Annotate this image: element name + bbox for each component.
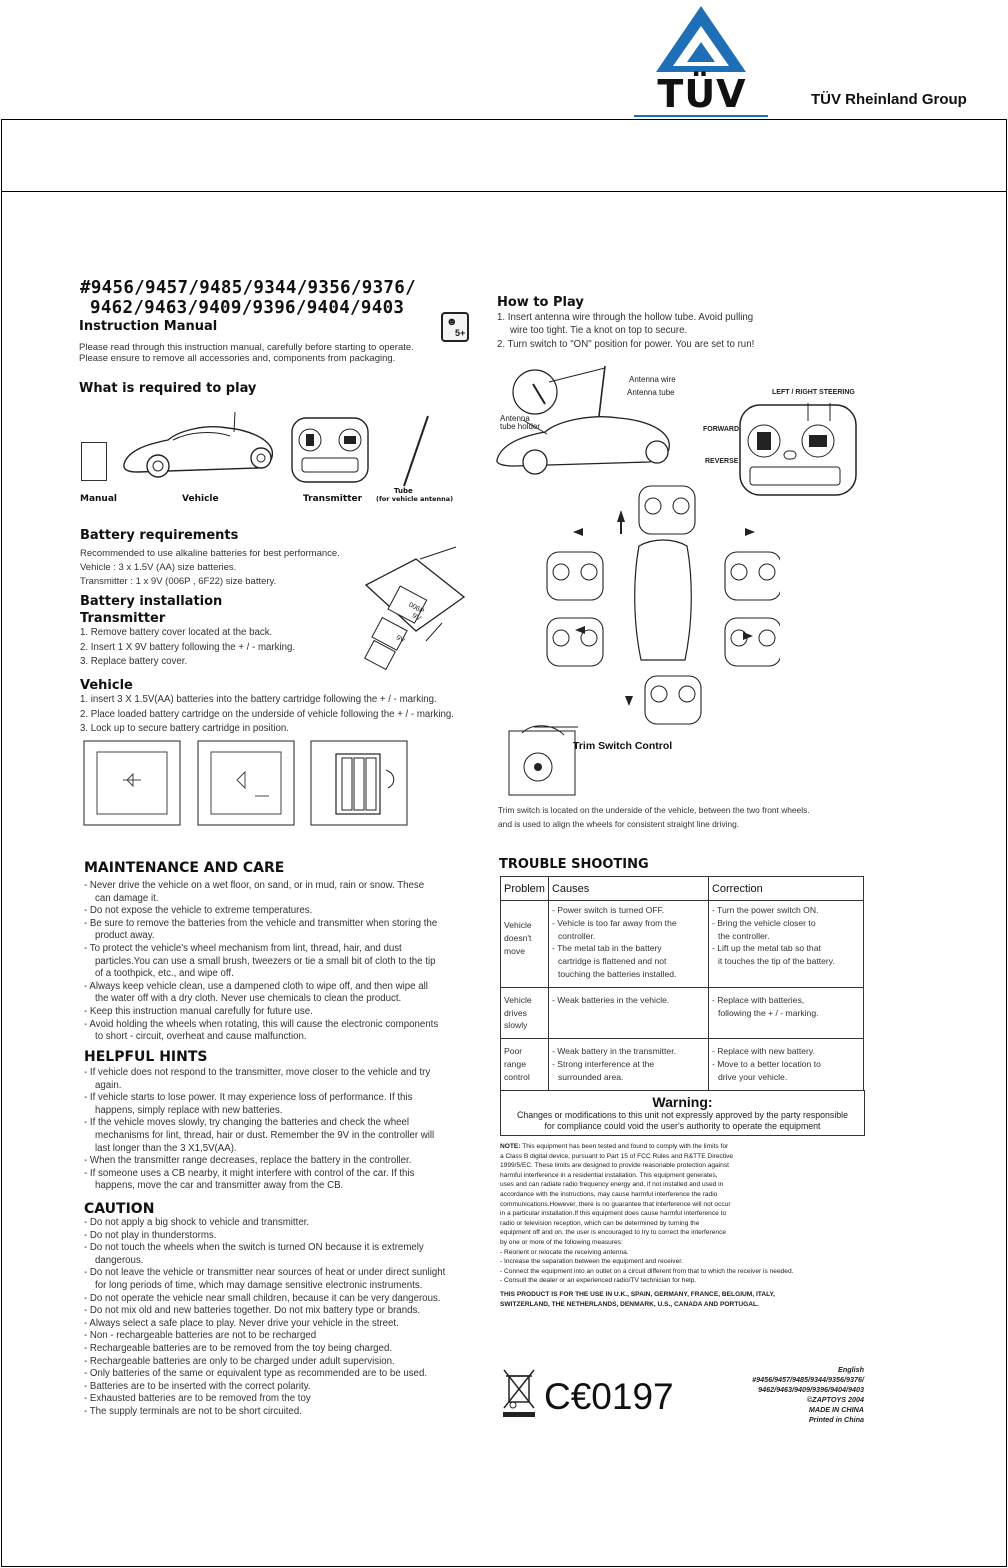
battery-diagram-label-9v-1: 9V <box>410 612 422 623</box>
reverse-label: REVERSE <box>705 458 739 465</box>
causes-cell <box>548 1039 708 1090</box>
tuv-logo-text: TÜV <box>657 72 747 116</box>
cell-line: doesn't <box>504 932 532 943</box>
vehicle-step: 3. Lock up to secure battery cartridge in position. <box>80 723 289 734</box>
note-line: accordance with the instructions, may cause harmful interference the radio <box>500 1190 718 1198</box>
list-item: - Do not play in thunderstorms. <box>84 1230 459 1243</box>
note-line: - Connect the equipment into an outlet on a circuit different from that to which the receiver is needed. <box>500 1267 794 1275</box>
note-line: in a particular installation.If this equipment does cause harmful interference to <box>500 1210 727 1218</box>
intro-line-2: Please ensure to remove all accessories and, components from packaging. <box>79 353 396 364</box>
note-line: - Consult the dealer or an experienced radio/TV technician for help. <box>500 1277 697 1285</box>
cartridge-step-3-illustration <box>310 740 408 826</box>
trouble-title: TROUBLE SHOOTING <box>499 857 649 872</box>
cell-line: - Replace with new battery. <box>711 1046 815 1057</box>
correction-cell <box>708 987 863 1038</box>
causes-cell <box>548 901 708 988</box>
cell-line: - Vehicle is too far away from the <box>551 917 677 928</box>
group-name: TÜV Rheinland Group <box>811 91 967 108</box>
cell-line: following the + / - marking. <box>717 1007 819 1018</box>
note-line: radio or television reception, which can be determined by turning the <box>500 1219 700 1227</box>
battery-diagram-label-9v-2: 9V <box>394 634 406 645</box>
note-line: communications.However, there is no guarantee that interference will not occur <box>500 1200 731 1208</box>
cell-line: it touches the tip of the battery. <box>717 956 835 967</box>
cell-line: Vehicle <box>504 920 532 930</box>
caution-list <box>84 1217 459 1419</box>
note-line: 1999/5/EC. These limits are designed to provide reasonable protection against <box>500 1162 729 1170</box>
list-item: - If the vehicle moves slowly, try changing the batteries and check the wheel mechanisms for lint, thread, hair or dust. Remember the 9V in the controller will last longer than the 3 X1,5V(AA). <box>84 1117 439 1155</box>
cell-line: - Move to a better location to <box>711 1058 821 1069</box>
transmitter-subtitle: Transmitter <box>80 611 166 626</box>
list-item: - Rechargeable batteries are to be removed from the toy being charged. <box>84 1343 459 1356</box>
transmitter-step: 3. Replace battery cover. <box>80 656 188 667</box>
required-item-tube: Tube <box>394 487 413 495</box>
transmitter-step: 1. Remove battery cover located at the back. <box>80 627 273 638</box>
cell-line: range <box>504 1058 526 1069</box>
warning-title: Warning: <box>652 1094 713 1110</box>
table-row <box>501 1039 864 1090</box>
cell-line: - Strong interference at the <box>551 1058 655 1069</box>
weee-bin-icon <box>502 1366 536 1418</box>
note-line: by one or more of the following measures: <box>500 1238 623 1246</box>
cell-line: - Turn the power switch ON. <box>711 905 819 915</box>
warning-text-1: Changes or modifications to this unit not expressly approved by the party responsible <box>516 1110 849 1120</box>
list-item: - Always keep vehicle clean, use a dampened cloth to wipe off, and then wipe all the water off with a dry cloth. Never use chemicals to clean the product. <box>84 981 439 1006</box>
list-item: - To protect the vehicle's wheel mechanism from lint, thread, hair, and dust particles.You can use a small brush, tweezers or tie a small bit of cloth to the tip of a toothpick, etc., and wipe off. <box>84 943 439 981</box>
footer-copyright: ©ZAPTOYS 2004 <box>806 1395 864 1404</box>
footer-made-in: MADE IN CHINA <box>808 1405 864 1414</box>
cartridge-step-2-illustration <box>197 740 295 826</box>
cell-line: controller. <box>557 930 596 941</box>
list-item: - Do not leave the vehicle or transmitter near sources of heat or under direct sunlight for long periods of time, which may damage sensitive electronic instruments. <box>84 1267 459 1292</box>
list-item: - Do not mix old and new batteries together. Do not mix battery type or brands. <box>84 1305 459 1318</box>
hints-list <box>84 1067 439 1193</box>
manual-illustration <box>81 442 107 481</box>
list-item: - The supply terminals are not to be short circuited. <box>84 1406 459 1419</box>
how-to-play-title: How to Play <box>497 295 584 310</box>
how-to-play-step-1: 1. Insert antenna wire through the hollow tube. Avoid pulling <box>497 312 754 323</box>
cell-line: Poor <box>504 1046 523 1057</box>
direction-control-diagram <box>545 482 780 738</box>
table-row <box>501 987 864 1038</box>
list-item: - If vehicle does not respond to the transmitter, move closer to the vehicle and try again. <box>84 1067 439 1092</box>
list-item: - Keep this instruction manual carefully for future use. <box>84 1006 439 1019</box>
cell-line: the controller. <box>717 930 770 941</box>
hints-title: HELPFUL HINTS <box>84 1049 208 1065</box>
list-item: - Be sure to remove the batteries from the vehicle and transmitter when storing the product away. <box>84 918 439 943</box>
maintenance-list <box>84 880 439 1044</box>
list-item: - Always select a safe place to play. Never drive your vehicle in the street. <box>84 1318 459 1331</box>
list-item: - Rechargeable batteries are only to be charged under adult supervision. <box>84 1356 459 1369</box>
note-line: equipment off and on, the user is encouraged to try to correct the interference <box>500 1229 727 1237</box>
problem-cell <box>501 987 549 1038</box>
how-to-play-step-1b: wire too tight. Tie a knot on top to secure. <box>510 325 688 336</box>
note-line: harmful interference in a residential installation. This equipment generates, <box>500 1171 718 1179</box>
cell-line: Vehicle <box>504 994 532 1005</box>
header-correction: Correction <box>708 877 863 901</box>
forward-label: FORWARD <box>703 426 740 433</box>
ce-mark: C€0197 <box>544 1376 674 1417</box>
list-item: - If vehicle starts to lose power. It may experience loss of performance. If this happens, simply replace with new batteries. <box>84 1092 439 1117</box>
countries-line-1: THIS PRODUCT IS FOR THE USE IN U.K., SPAIN, GERMANY, FRANCE, BELGIUM, ITALY, <box>500 1290 775 1298</box>
vehicle-subtitle: Vehicle <box>80 678 133 693</box>
footer-models-1: #9456/9457/9485/9344/9356/9376/ <box>752 1375 864 1384</box>
trouble-table <box>500 876 864 1091</box>
battery-diagram-label-006p: 006P <box>407 601 426 616</box>
list-item: - Do not operate the vehicle near small children, because it can be very dangerous. <box>84 1293 459 1306</box>
caution-title: CAUTION <box>84 1201 155 1217</box>
warning-text-2: for compliance could void the user's authority to operate the equipment <box>544 1121 821 1131</box>
list-item: - Do not expose the vehicle to extreme temperatures. <box>84 905 439 918</box>
maintenance-title: MAINTENANCE AND CARE <box>84 860 285 876</box>
cell-line: control <box>504 1071 530 1082</box>
tuv-logo <box>634 2 768 118</box>
how-to-play-step-2: 2. Turn switch to "ON" position for power. You are set to run! <box>497 339 755 350</box>
footer-language: English <box>838 1365 864 1374</box>
note-line: a Class B digital device, pursuant to Part 15 of FCC Rules and R&TTE Directive <box>500 1152 734 1160</box>
list-item: - Do not apply a big shock to vehicle and transmitter. <box>84 1217 459 1230</box>
cell-line: drives <box>504 1007 527 1018</box>
fcc-note <box>500 1142 870 1309</box>
transmitter-illustration <box>290 412 370 486</box>
list-item: - If someone uses a CB nearby, it might interfere with control of the car. If this happens, move the car and transmitter away from the CB. <box>84 1168 439 1193</box>
required-item-manual: Manual <box>80 494 118 504</box>
note-line-text: This equipment has been tested and found to comply with the limits for <box>522 1143 729 1150</box>
list-item: - Batteries are to be inserted with the correct polarity. <box>84 1381 459 1394</box>
model-line-1: #9456/9457/9485/9344/9356/9376/ <box>80 278 416 298</box>
vehicle-illustration <box>118 410 278 482</box>
list-item: - Do not touch the wheels when the switch is turned ON because it is extremely dangerous. <box>84 1242 459 1267</box>
causes-cell <box>548 987 708 1038</box>
vehicle-step: 2. Place loaded battery cartridge on the underside of vehicle following the + / - marking. <box>80 708 454 720</box>
tube-note: (for vehicle antenna) <box>376 495 454 503</box>
header-problem: Problem <box>501 877 549 901</box>
cell-line: move <box>504 945 526 956</box>
cell-line: - Lift up the metal tab so that <box>711 943 821 954</box>
list-item: - When the transmitter range decreases, replace the battery in the controller. <box>84 1155 439 1168</box>
cell-line: - Weak battery in the transmitter. <box>551 1046 676 1057</box>
cartridge-step-1-illustration <box>83 740 181 826</box>
battery-install-title: Battery installation <box>80 594 223 609</box>
list-item: - Never drive the vehicle on a wet floor, on sand, or in mud, rain or snow. These can damage it. <box>84 880 439 905</box>
transmitter-step: 2. Insert 1 X 9V battery following the + / - marking. <box>80 641 296 653</box>
tube-holder-label-1: Antenna <box>500 414 530 423</box>
required-item-transmitter: Transmitter <box>303 494 363 504</box>
tube-holder-label-2: tube holder <box>500 422 541 431</box>
doc-title: Instruction Manual <box>79 319 218 334</box>
trouble-header-row <box>501 877 864 901</box>
antenna-wire-label: Antenna wire <box>629 375 676 384</box>
header-causes: Causes <box>548 877 708 901</box>
footer-models-2: 9462/9463/9409/9396/9404/9403 <box>758 1385 864 1394</box>
trim-text-2: and is used to align the wheels for consistent straight line driving. <box>498 819 740 829</box>
cell-line: surrounded area. <box>557 1071 624 1082</box>
page-frame-top <box>1 119 1007 192</box>
problem-cell <box>501 901 549 988</box>
smiley-icon: ☻ <box>446 316 458 328</box>
battery-req-line-1: Recommended to use alkaline batteries for best performance. <box>80 548 340 559</box>
required-item-vehicle: Vehicle <box>182 494 219 504</box>
note-line <box>500 1142 870 1152</box>
required-title: What is required to play <box>79 381 257 396</box>
steering-label: LEFT / RIGHT STEERING <box>772 389 855 396</box>
cell-line: - Replace with batteries, <box>711 994 805 1005</box>
battery-req-line-2: Vehicle : 3 x 1.5V (AA) size batteries. <box>80 562 237 573</box>
list-item: - Avoid holding the wheels when rotating, this will cause the electronic components to short - circuit, overheat and cause malfunction. <box>84 1019 439 1044</box>
cell-line: - Bring the vehicle closer to <box>711 917 816 928</box>
vehicle-step: 1. insert 3 X 1.5V(AA) batteries into the battery cartridge following the + / - marking. <box>80 694 437 705</box>
cell-line: cartridge is flattened and not <box>557 956 667 967</box>
battery-req-line-3: Transmitter : 1 x 9V (006P , 6F22) size battery. <box>80 576 277 587</box>
warning-box <box>500 1090 865 1136</box>
note-line: - Increase the separation between the equipment and receiver. <box>500 1258 683 1266</box>
cell-line: - The metal tab in the battery <box>551 943 662 954</box>
battery-req-title: Battery requirements <box>80 528 239 543</box>
list-item: - Non - rechargeable batteries are not to be recharged <box>84 1330 459 1343</box>
note-line: - Reorient or relocate the receiving antenna. <box>500 1248 629 1256</box>
list-item: - Exhausted batteries are to be removed from the toy <box>84 1393 459 1406</box>
antenna-tube-label: Antenna tube <box>627 388 675 397</box>
cell-line: - Power switch is turned OFF. <box>551 905 665 915</box>
trim-switch-illustration <box>508 721 578 797</box>
correction-cell <box>708 1039 863 1090</box>
cell-line: drive your vehicle. <box>717 1071 788 1082</box>
table-row <box>501 901 864 988</box>
age-badge <box>441 312 469 342</box>
cell-line: touching the batteries installed. <box>557 968 677 979</box>
problem-cell <box>501 1039 549 1090</box>
age-badge-label: 5+ <box>455 328 466 338</box>
tube-illustration <box>398 414 434 488</box>
intro-line-1: Please read through this instruction manual, carefully before starting to operate. <box>79 342 414 353</box>
countries-line-2: SWITZERLAND, THE NETHERLANDS, DENMARK, U.S., CANADA AND PORTUGAL. <box>500 1300 759 1308</box>
vehicle-steps <box>80 693 454 737</box>
note-line: uses and can radiate radio frequency energy and, if not installed and used in <box>500 1181 724 1189</box>
footer-printed: Printed in China <box>808 1415 864 1424</box>
transmitter-steps <box>80 626 295 670</box>
correction-cell <box>708 901 863 988</box>
trim-title: Trim Switch Control <box>573 740 673 752</box>
cell-line: - Weak batteries in the vehicle. <box>551 994 670 1005</box>
cell-line: slowly <box>504 1020 528 1031</box>
trim-text-1: Trim switch is located on the underside of the vehicle, between the two front wheels. <box>498 805 810 815</box>
note-label: NOTE: <box>500 1143 521 1150</box>
footer-info <box>700 1365 864 1425</box>
list-item: - Only batteries of the same or equivalent type as recommended are to be used. <box>84 1368 459 1381</box>
model-line-2: 9462/9463/9409/9396/9404/9403 <box>90 298 405 318</box>
